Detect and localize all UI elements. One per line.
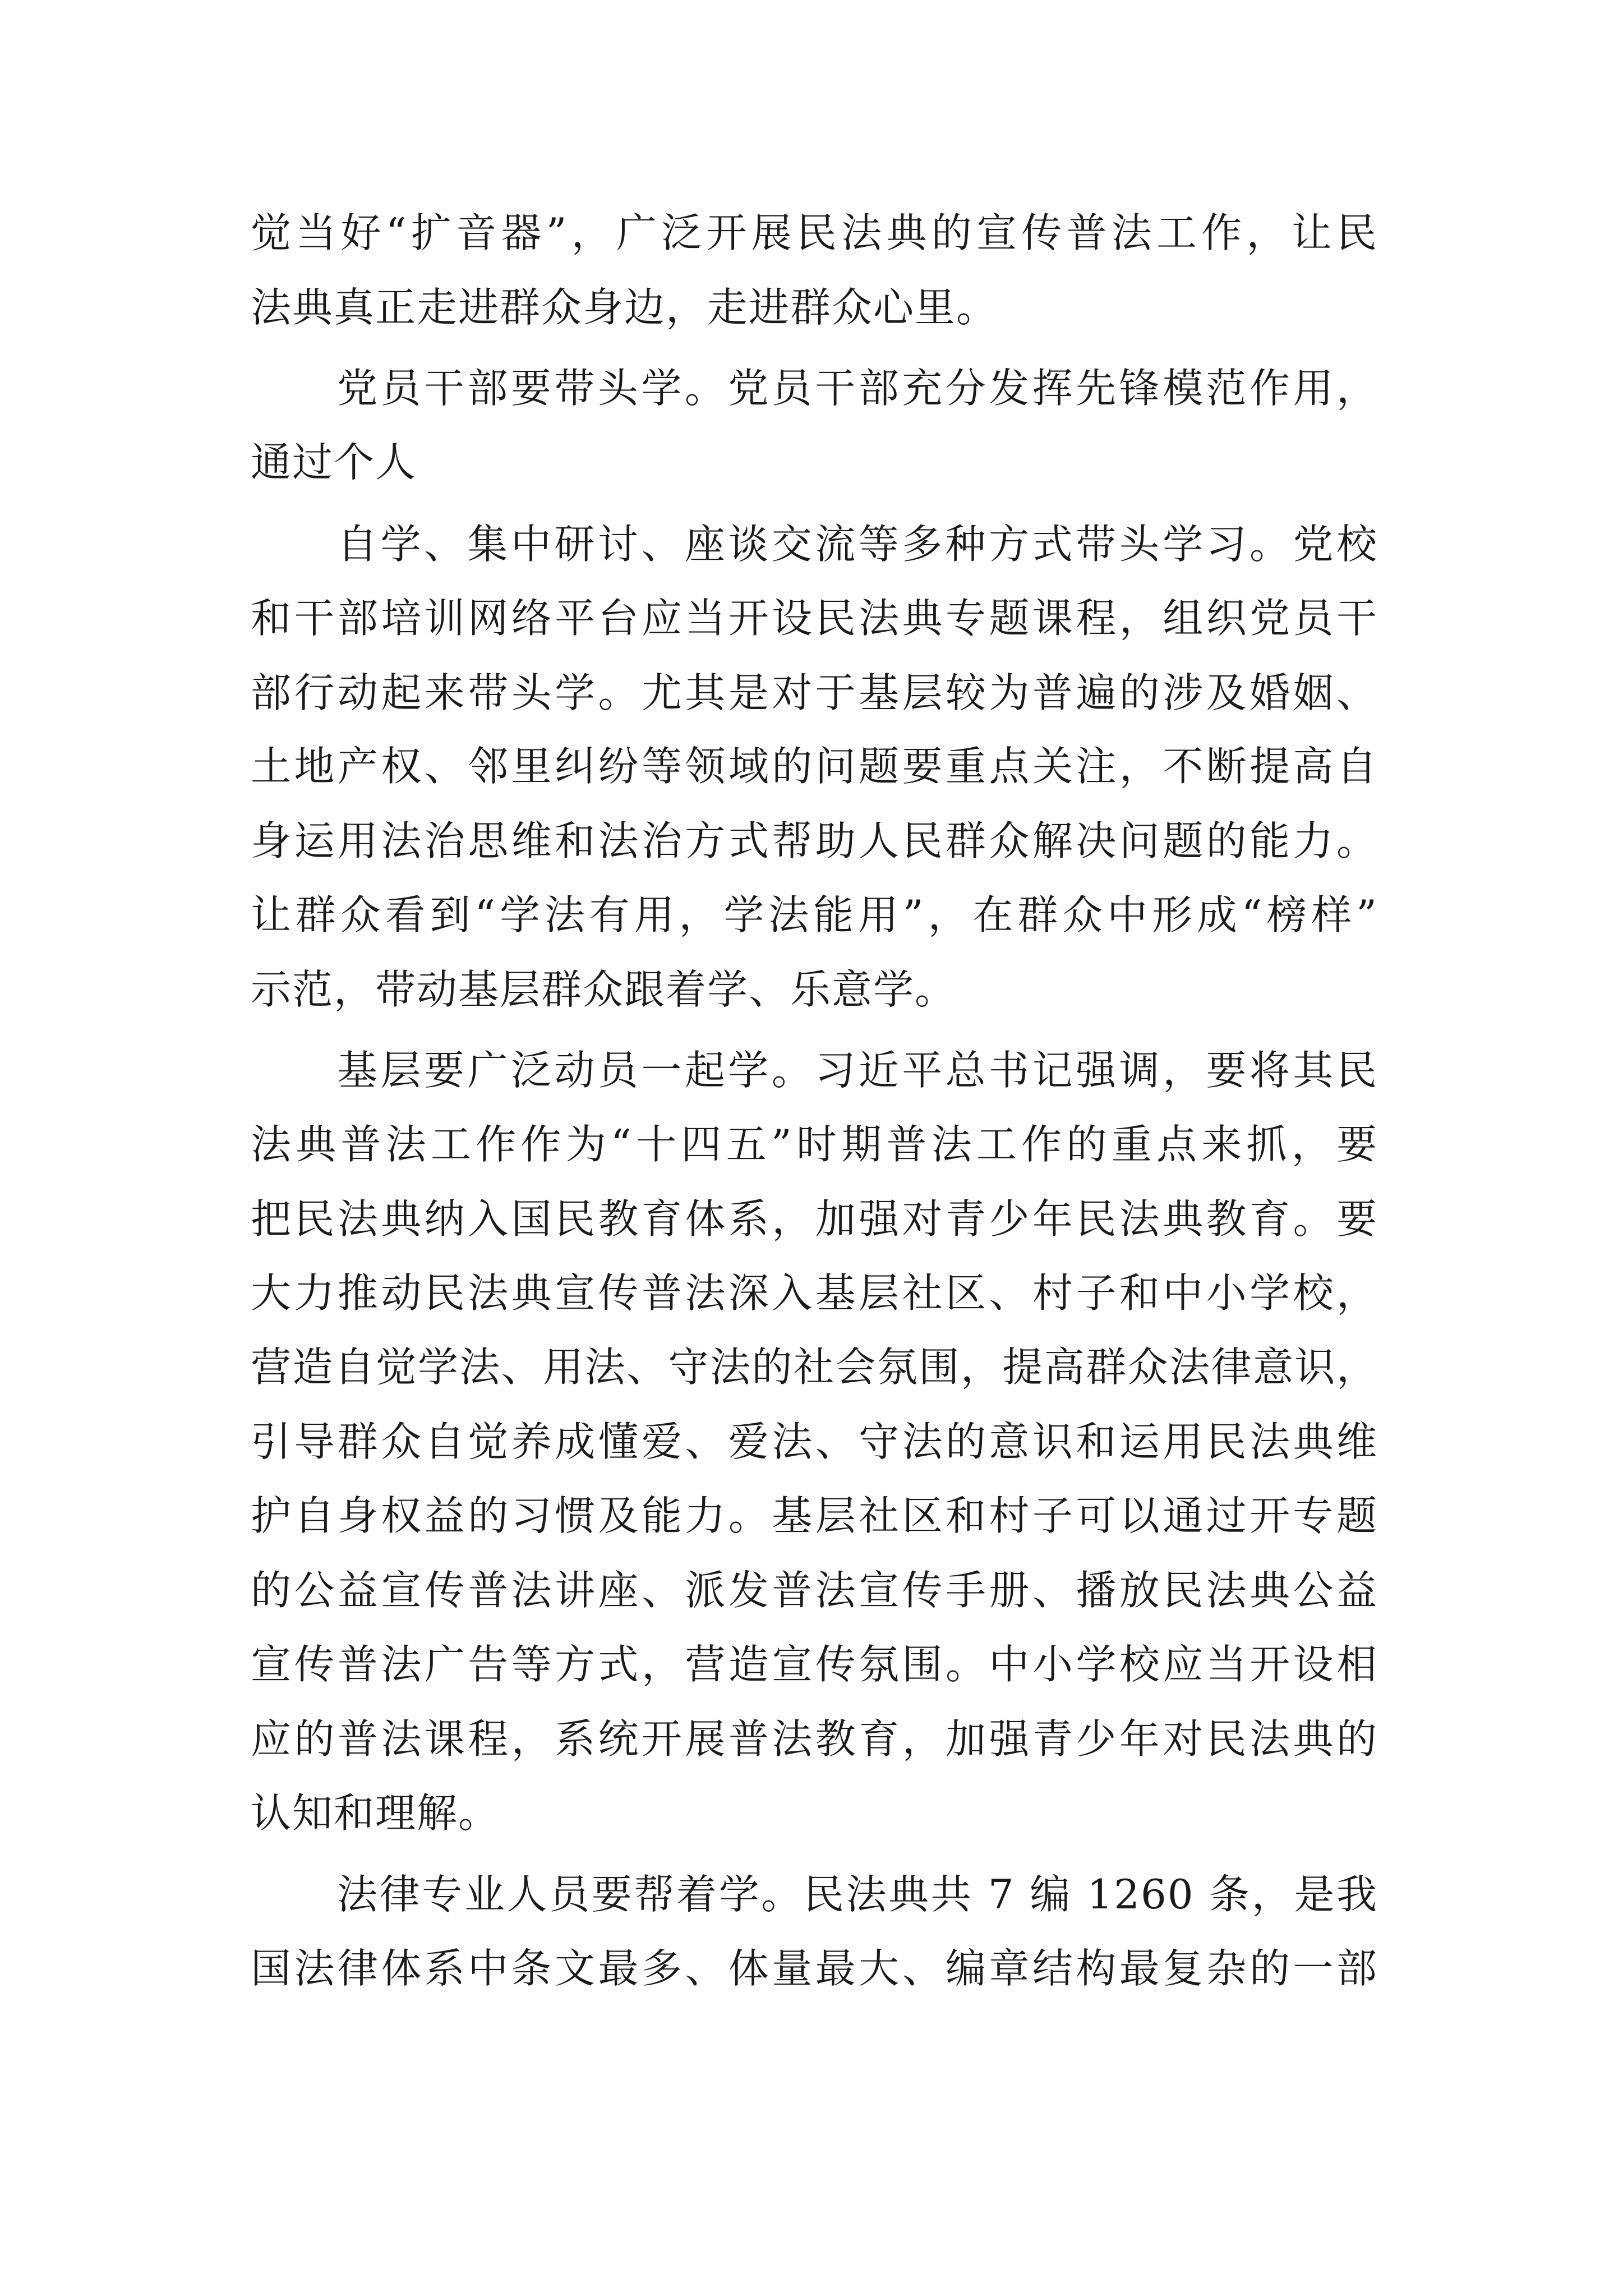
body-text-line: 法典真正走进群众身边，走进群众心里。 (251, 284, 998, 331)
body-text-line: 认知和理解。 (251, 1789, 500, 1837)
body-text-line: 营造自觉学法、用法、守法的社会氛围，提高群众法律意识， (251, 1343, 1378, 1391)
paragraph-lead-line: 党员干部要带头学。党员干部充分发挥先锋模范作用， (337, 365, 1378, 412)
body-text-line: 引导群众自觉养成懂爱、爱法、守法的意识和运用民法典维 (251, 1418, 1378, 1465)
body-text-line: 让群众看到“学法有用，学法能用”，在群众中形成“榜样” (251, 891, 1378, 938)
body-text-line: 部行动起来带头学。尤其是对于基层较为普遍的涉及婚姻、 (251, 669, 1378, 716)
body-text-line: 护自身权益的习惯及能力。基层社区和村子可以通过开专题 (251, 1492, 1378, 1539)
paragraph-lead-line: 法律专业人员要帮着学。民法典共 7 编 1260 条，是我 (337, 1871, 1378, 1918)
body-text-line: 觉当好“扩音器”，广泛开展民法典的宣传普法工作，让民 (251, 209, 1378, 256)
body-text-line: 应的普法课程，系统开展普法教育，加强青少年对民法典的 (251, 1715, 1378, 1763)
body-text-line: 和干部培训网络平台应当开设民法典专题课程，组织党员干 (251, 595, 1378, 642)
body-text-line: 国法律体系中条文最多、体量最大、编章结构最复杂的一部 (251, 1945, 1378, 1992)
body-text-line: 把民法典纳入国民教育体系，加强对青少年民法典教育。要 (251, 1195, 1378, 1243)
body-text-line: 大力推动民法典宣传普法深入基层社区、村子和中小学校， (251, 1269, 1378, 1317)
paragraph-lead-line: 基层要广泛动员一起学。习近平总书记强调，要将其民 (337, 1047, 1378, 1094)
body-text-line: 示范，带动基层群众跟着学、乐意学。 (251, 966, 957, 1013)
body-text-line: 土地产权、邻里纠纷等领域的问题要重点关注，不断提高自 (251, 743, 1378, 790)
body-text-line: 身运用法治思维和法治方式帮助人民群众解决问题的能力。 (251, 817, 1378, 864)
body-text-line: 法典普法工作作为“十四五”时期普法工作的重点来抓，要 (251, 1121, 1378, 1168)
paragraph-lead-line: 自学、集中研讨、座谈交流等多种方式带头学习。党校 (337, 521, 1378, 568)
body-text-line: 通过个人 (251, 439, 417, 486)
body-text-line: 宣传普法广告等方式，营造宣传氛围。中小学校应当开设相 (251, 1641, 1378, 1688)
body-text-line: 的公益宣传普法讲座、派发普法宣传手册、播放民法典公益 (251, 1567, 1378, 1614)
